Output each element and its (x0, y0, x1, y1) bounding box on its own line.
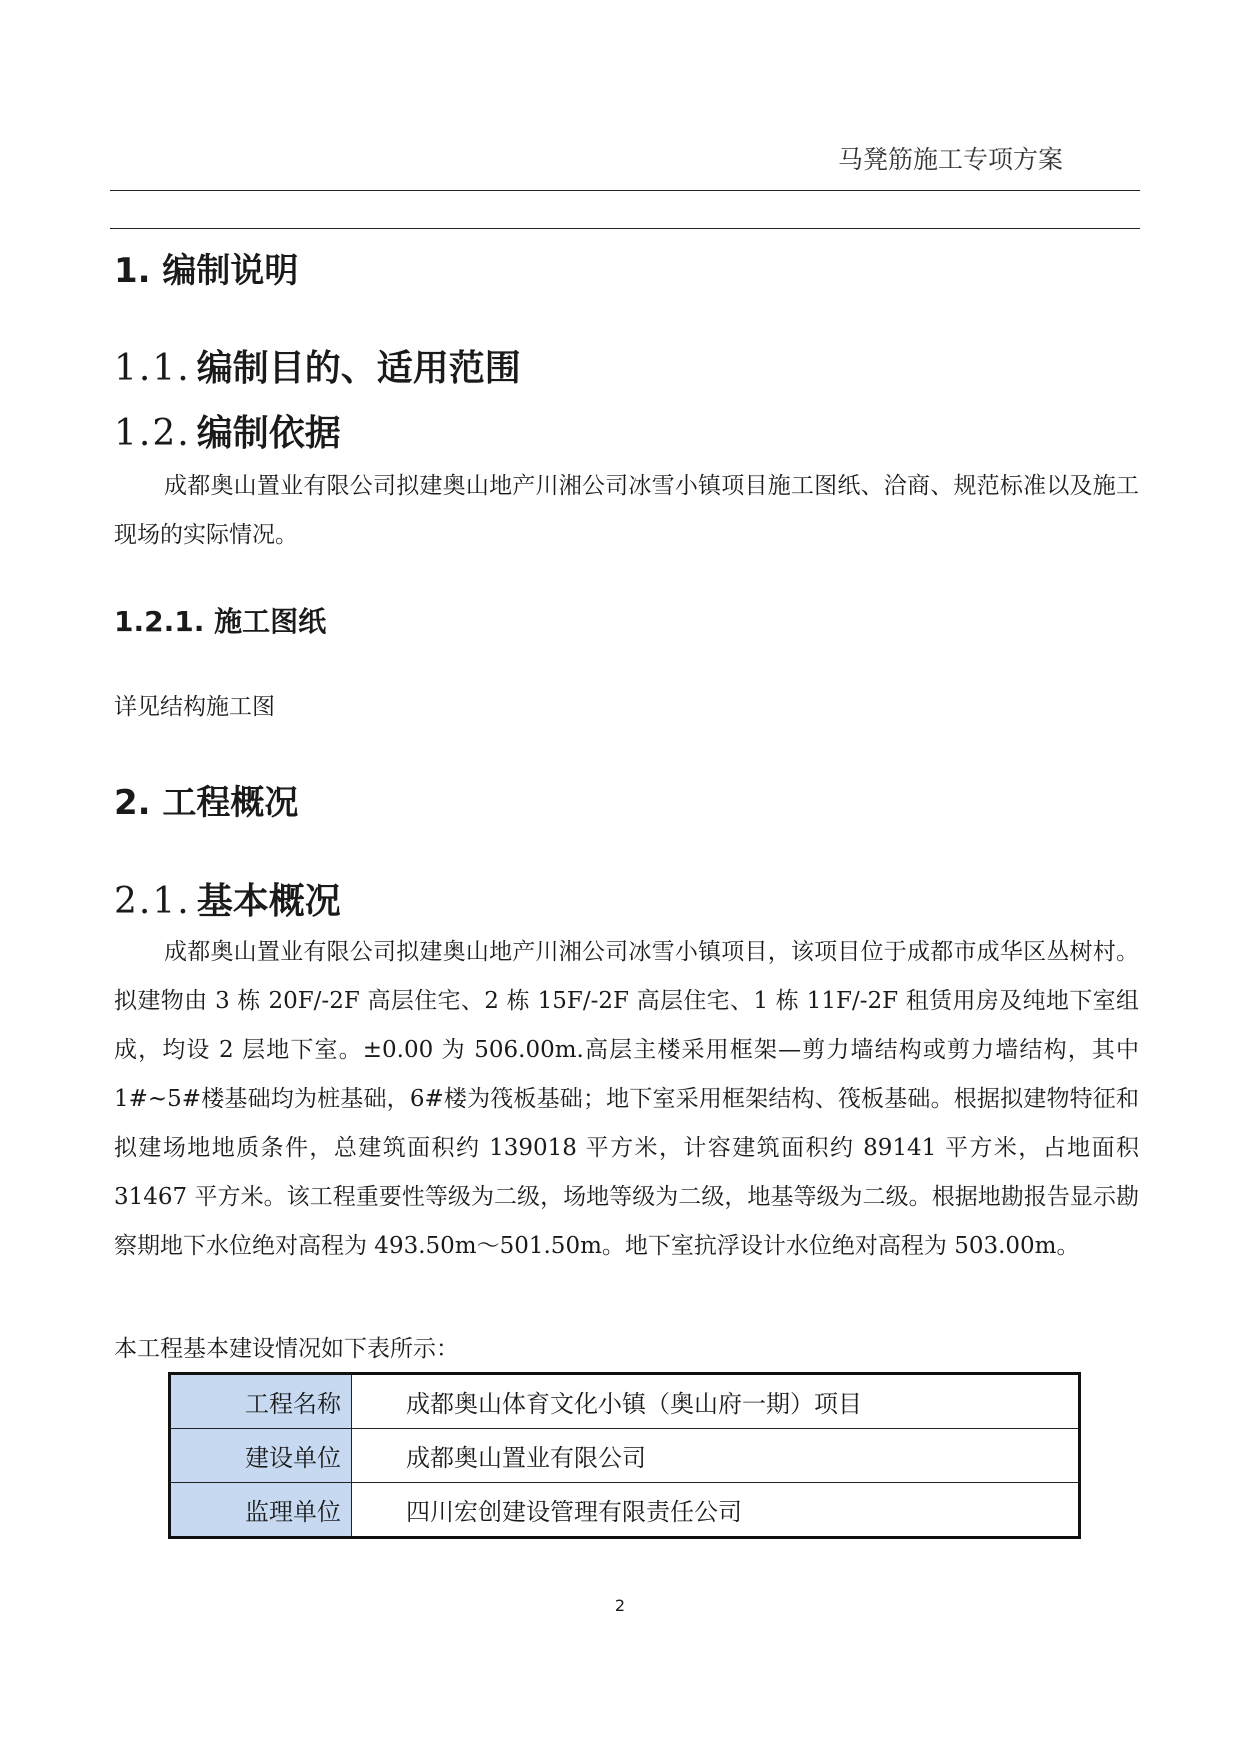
paragraph-overview-text: 成都奥山置业有限公司拟建奥山地产川湘公司冰雪小镇项目，该项目位于成都市成华区丛树村。拟建物由 3 栋 20F/-2F 高层住宅、2 栋 15F/-2F 高层住宅、1 栋 11F/-2F 租赁用房及纯地下室组成，均设 2 层地下室。±0.00 为 506.00m.高层主楼采用框架—剪力墙结构或剪力墙结构，其中 1#~5#楼基础均为桩基础，6#楼为筏板基础；地下室采用框架结构、筏板基础。根据拟建物特征和拟建场地地质条件，总建筑面积约 139018 平方米，计容建筑面积约 89141 平方米，占地面积 31467 平方米。该工程重要性等级为二级，场地等级为二级，地基等级为二级。根据地勘报告显示勘察期地下水位绝对高程为 493.50m～501.50m。地下室抗浮设计水位绝对高程为 503.00m。 (114, 939, 1139, 1259)
table-row (170, 1374, 1080, 1429)
paragraph-basis (114, 462, 1139, 560)
heading-text: 编制依据 (196, 413, 341, 454)
table-intro: 本工程基本建设情况如下表所示： (114, 1336, 459, 1362)
page-number: 2 (614, 1596, 626, 1615)
heading-number: 1.1. (114, 348, 191, 389)
table-value: 成都奥山体育文化小镇（奥山府一期）项目 (352, 1374, 1080, 1429)
paragraph-basis-text: 成都奥山置业有限公司拟建奥山地产川湘公司冰雪小镇项目施工图纸、洽商、规范标准以及施工现场的实际情况。 (114, 473, 1139, 548)
header-rule-bottom (110, 228, 1140, 229)
heading-section-1-1 (114, 340, 521, 391)
paragraph-drawings: 详见结构施工图 (114, 694, 275, 720)
heading-section-2-1 (114, 873, 341, 924)
heading-section-1-2-1: 1.2.1. 施工图纸 (114, 605, 327, 638)
table-value: 四川宏创建设管理有限责任公司 (352, 1483, 1080, 1538)
paragraph-overview (114, 928, 1139, 1271)
heading-text: 编制目的、适用范围 (196, 348, 521, 389)
heading-section-1: 1. 编制说明 (114, 251, 299, 291)
heading-number: 2.1. (114, 881, 191, 922)
table-row (170, 1429, 1080, 1483)
heading-number: 1.2. (114, 413, 191, 454)
heading-text: 基本概况 (196, 881, 341, 922)
table-key: 建设单位 (170, 1429, 352, 1483)
info-table (168, 1372, 1081, 1539)
table-key: 工程名称 (170, 1374, 352, 1429)
table-row (170, 1483, 1080, 1538)
table-value: 成都奥山置业有限公司 (352, 1429, 1080, 1483)
heading-section-2: 2. 工程概况 (114, 783, 299, 823)
header-title: 马凳筋施工专项方案 (837, 145, 1063, 174)
table-key: 监理单位 (170, 1483, 352, 1538)
header-rule-top (110, 190, 1140, 191)
heading-section-1-2 (114, 405, 341, 456)
